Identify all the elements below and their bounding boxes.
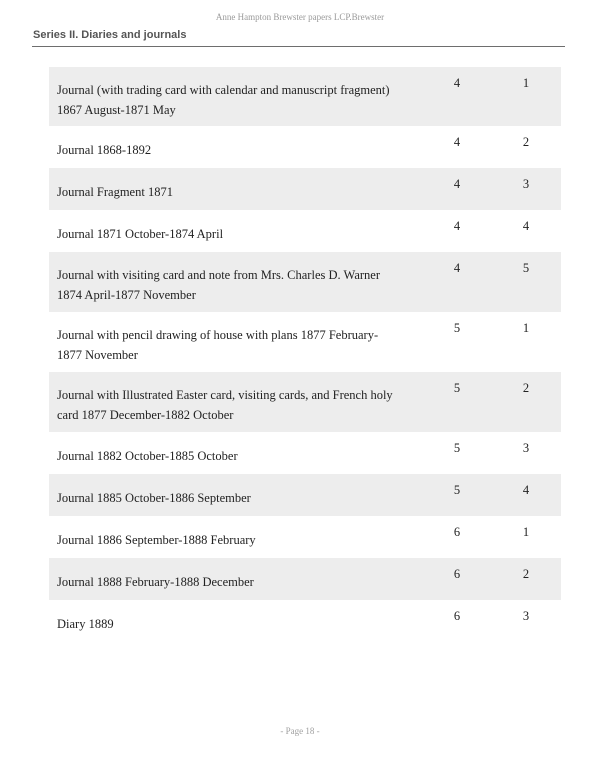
row-description: Journal 1882 October-1885 October [57, 449, 238, 463]
row-description: Journal 1886 September-1888 February [57, 533, 256, 547]
row-description: Journal 1885 October-1886 September [57, 491, 251, 505]
page-number: - Page 18 - [280, 726, 320, 736]
row-box: 4 [453, 177, 461, 191]
table-row [49, 600, 561, 642]
row-folder: 3 [522, 609, 530, 623]
table-row [49, 372, 561, 432]
row-folder: 1 [522, 76, 530, 90]
row-folder: 3 [522, 441, 530, 455]
row-folder: 3 [522, 177, 530, 191]
row-folder: 1 [522, 321, 530, 335]
collection-title: Anne Hampton Brewster papers LCP.Brewster [215, 12, 385, 22]
row-description: Journal with visiting card and note from Mrs. Charles D. Warner 1874 April-1877 November [57, 268, 380, 302]
table-row [49, 210, 561, 252]
row-box: 6 [453, 525, 461, 539]
table-row [49, 474, 561, 516]
table-row [49, 252, 561, 312]
series-heading: Series II. Diaries and journals [33, 29, 187, 41]
header-divider [32, 46, 565, 47]
row-folder: 5 [522, 261, 530, 275]
row-box: 4 [453, 135, 461, 149]
row-box: 5 [453, 321, 461, 335]
row-description: Journal 1888 February-1888 December [57, 575, 254, 589]
row-description: Journal 1871 October-1874 April [57, 227, 224, 241]
row-folder: 4 [522, 483, 530, 497]
row-description: Journal 1868-1892 [57, 143, 152, 157]
row-description: Diary 1889 [57, 617, 114, 631]
table-row [49, 516, 561, 558]
container-list-table [49, 67, 561, 642]
row-description: Journal with Illustrated Easter card, visiting cards, and French holy card 1877 December-1882 October [57, 388, 393, 422]
row-box: 6 [453, 609, 461, 623]
row-description: Journal Fragment 1871 [57, 185, 173, 199]
row-folder: 4 [522, 219, 530, 233]
table-row [49, 126, 561, 168]
table-row [49, 558, 561, 600]
table-row [49, 432, 561, 474]
row-box: 5 [453, 483, 461, 497]
row-box: 4 [453, 219, 461, 233]
row-description: Journal (with trading card with calendar and manuscript fragment) 1867 August-1871 May [57, 83, 390, 117]
table-row [49, 168, 561, 210]
row-folder: 1 [522, 525, 530, 539]
row-box: 5 [453, 381, 461, 395]
row-folder: 2 [522, 381, 530, 395]
row-box: 6 [453, 567, 461, 581]
table-row [49, 312, 561, 372]
table-row [49, 67, 561, 126]
row-box: 4 [453, 76, 461, 90]
row-folder: 2 [522, 567, 530, 581]
row-description: Journal with pencil drawing of house with plans 1877 February-1877 November [57, 328, 379, 362]
row-box: 5 [453, 441, 461, 455]
row-box: 4 [453, 261, 461, 275]
row-folder: 2 [522, 135, 530, 149]
